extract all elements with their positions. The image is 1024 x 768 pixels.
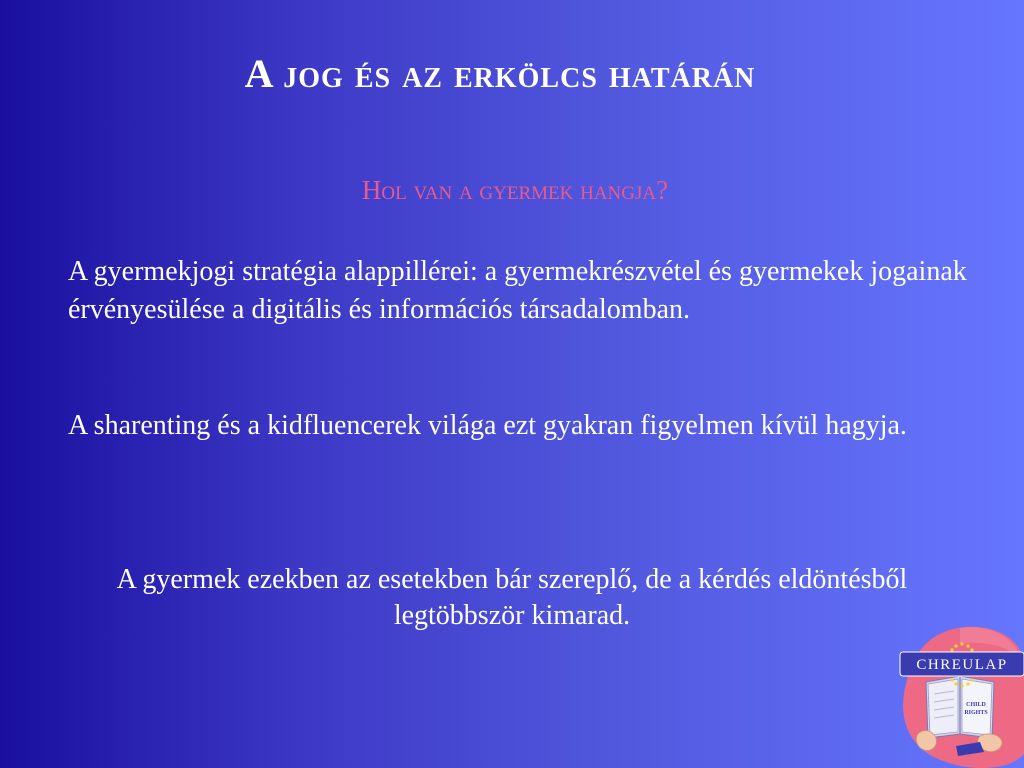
book-text-rights: RIGHTS — [964, 710, 988, 716]
paragraph-strategy: A gyermekjogi stratégia alappillérei: a gyermekrészvétel és gyermekek jogainak érvényesülése a digitális és információs társadalomban. — [68, 256, 967, 325]
conclusion-text: A gyermek ezekben az esetekben bár szereplő, de a kérdés eldöntésből legtöbbször kimarad. — [116, 564, 908, 631]
book-text-child: CHILD — [966, 702, 986, 708]
logo-name: CHREULAP — [916, 657, 1008, 673]
paragraph-sharenting: A sharenting és a kidfluencerek világa ezt gyakran figyelmen kívül hagyja. — [68, 410, 907, 441]
slide-subtitle: Hol van a gyermek hangja? — [361, 175, 669, 205]
chreulap-logo — [896, 622, 1024, 768]
slide-title: A jog és az erkölcs határán — [244, 51, 756, 96]
